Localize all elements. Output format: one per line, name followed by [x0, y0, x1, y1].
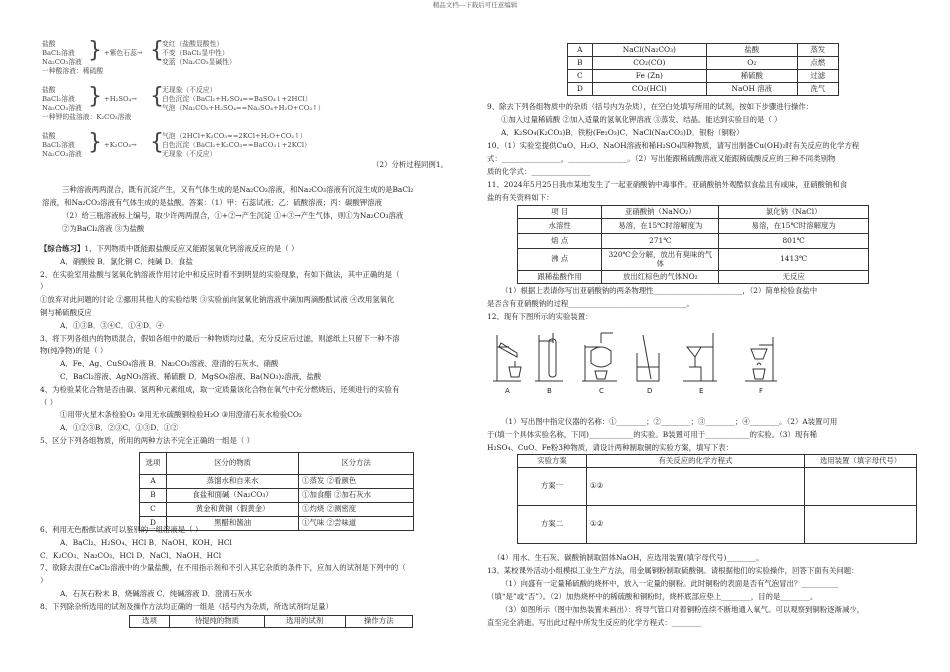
reaction-block: [42, 86, 462, 130]
block-caption: 一种钾的盐溶液：K₂CO₃溶液: [42, 113, 132, 121]
question-text: 物(纯净物)的是（ ）: [40, 346, 108, 356]
table-cell: 蒸发: [797, 44, 839, 57]
q5-table: [139, 452, 414, 531]
question-text: 4、为检验某化合物是否由碳、氢两种元素组成，取一定质量该化合物在氧气中充分燃烧后，还须进行的实验有: [40, 384, 400, 394]
question-text: 式：________________，________________。（2）写出能跟稀硫酸溶液又能跟稀硫酸反应的三种不同类别物: [487, 154, 836, 163]
table-cell: [805, 506, 917, 544]
intro-paragraph: [42, 183, 472, 235]
table-header-cell: 选用装置（填字母代号）: [805, 455, 917, 468]
reagent-label: 盐酸: [42, 132, 56, 140]
options: A．Fe、Ag、CuSO₄溶液 B．Na₂CO₃溶液、澄清的石灰水、硝酸: [60, 359, 279, 369]
options: A．K₂SO₄(K₂CO₃)B．铁粉(Fe₂O₃)C．NaCl(Na₂CO₃)D．银粉（铜粉）: [501, 128, 744, 137]
question-text: 于(填一个具体实验名称，下同)____________的实验。B装置可用于____________的实验。（3）现有稀: [487, 430, 818, 439]
question-text: （1）写出图中指定仪器的名称：①________；②________；③________；④________。（2）A装置可用: [501, 417, 838, 426]
options: ①用带火星木条检验O₂ ②用无水硫酸铜检验H₂O ③用澄清石灰水检验CO₂: [60, 410, 302, 420]
table-row: [568, 83, 839, 96]
question-text: 10、（1）实验室提供CuO、H₂O、NaOH溶液和稀H₂SO₄四种物质，请写出制备Cu(OH)₂时有关反应的化学方程: [487, 141, 860, 150]
question-text: 质的化学式：________________: [487, 167, 591, 176]
q8-options-table: [567, 43, 839, 96]
result-text: 气泡（2HCl+K₂CO₃==2KCl+H₂O+CO₂↑）: [162, 132, 307, 140]
question-text: （填“是”或“否”）。（2）加热烧杯中的稀硫酸和铜粉时，烧杯底部应垫上________，目的是________。: [487, 592, 818, 601]
reaction-blocks: [42, 40, 472, 170]
question-text: ）: [40, 282, 48, 292]
table-header-row: [518, 206, 869, 219]
table-cell: 食盐和面碱（Na₂CO₃）: [167, 489, 299, 503]
right-text-1: [487, 100, 922, 204]
question-text: ①加入过量稀硫酸 ②加入适量的氢氧化钾溶液 ③蒸发、结晶。能达到实验目的是（ ）: [501, 115, 782, 124]
nitrite-table: [517, 205, 869, 284]
question-text: 是否含有亚硝酸钠的过程________________________________。: [487, 299, 694, 308]
result-text: 变红（盐酸显酸性）: [162, 40, 224, 48]
question-text: 12、现有下图所示的实验装置：: [487, 312, 593, 321]
analysis-note: （2）分析过程同例1。: [372, 160, 448, 169]
table-cell: 方案一: [518, 468, 587, 506]
apparatus-d-drawing: [637, 335, 659, 381]
question-text: 8、下列除杂所选用的试剂及操作方法均正确的一组是（括号内为杂质，所选试剂均足量）: [40, 601, 333, 611]
apparatus-label: E: [699, 387, 704, 395]
intro-line: 溶液，和Na₂CO₃溶液有气体生成的是盐酸。答案：（1）甲：石蕊试液；乙：硫酸溶液；丙：碳酸钾溶液: [42, 198, 382, 207]
table-cell: C: [568, 70, 593, 83]
table-header-cell: 项 目: [518, 206, 602, 219]
result-text: 不变（BaCl₂显中性）: [162, 49, 229, 57]
question-text: 铜与稀硫酸反应: [40, 307, 92, 317]
reagent-label: Na₂CO₃溶液: [42, 104, 82, 112]
table-header-row: [518, 455, 917, 468]
reagent-label: Na₂CO₃溶液: [42, 58, 82, 66]
apparatus-a-drawing: [493, 335, 521, 381]
result-text: 变蓝（Na₂CO₃显碱性）: [162, 58, 236, 66]
question-text: H₂SO₄、CuO、Fe粉3种物质，请设计两种制取铜的实验方案，填写下表：: [487, 443, 733, 452]
section-title: 【综合练习】: [40, 244, 85, 253]
page-header: 精品文档---下载后可任意编辑: [432, 1, 518, 9]
q8-table: [129, 615, 413, 628]
table-cell: ①蒸发 ②看颜色: [299, 475, 414, 489]
right-text-4: [487, 551, 927, 629]
added-reagent: +K₂CO₃→: [104, 141, 137, 149]
left-brace-icon: {: [150, 130, 164, 155]
table-cell: B: [140, 489, 167, 503]
table-cell: ①②: [587, 468, 805, 506]
left-brace-icon: {: [150, 84, 164, 109]
table-row: [518, 219, 869, 234]
left-column: [40, 38, 472, 626]
table-header-cell: 待提纯的物质: [170, 616, 265, 628]
question-text: 6、利用无色酚酞试液可以鉴别的一组溶液是（ ）: [40, 525, 203, 534]
block-caption: 一种酸溶液：稀硫酸: [42, 67, 104, 75]
table-cell: 蒸馏水和自来水: [167, 475, 299, 489]
apparatus-label: B: [547, 387, 552, 395]
apparatus-label: A: [505, 387, 510, 395]
question-text: 2、在实验室用盐酸与氢氧化钠溶液作用讨论中和反应时看不到明显的实验现象，有如下做法，其中正确的是（: [40, 269, 400, 279]
options: A．石灰石粉末 B．烧碱溶液 C．纯碱溶液 D．澄清石灰水: [60, 588, 252, 598]
table-cell: 无反应: [719, 271, 869, 284]
apparatus-c-drawing: [582, 333, 617, 381]
question-text: 3、将下列各组内的物质混合，假如各组中的最后一种物质均过量，充分反应后过滤，则滤纸上只留下一种不溶: [40, 333, 400, 343]
table-row: [518, 468, 917, 506]
table-cell: 稀硫酸: [707, 70, 797, 83]
table-cell: 放出红棕色的气体NO₂: [602, 271, 719, 284]
table-cell: NaCl(Na₂CO₃): [592, 44, 706, 57]
right-brace-icon: }: [88, 130, 102, 155]
intro-line: ②为BaCl₂溶液 ③为盐酸: [62, 224, 145, 233]
options: A．硝酸铵 B．氯化铜 C．纯碱 D．食盐: [60, 256, 193, 266]
result-text: 无现象（不反应）: [162, 86, 217, 94]
table-cell: NaOH 溶液: [707, 83, 797, 96]
table-header-cell: 选项: [140, 453, 167, 475]
table-cell: CO₂(CO): [592, 57, 706, 70]
question-text: ）: [40, 576, 48, 586]
table-header-row: [130, 616, 413, 628]
table-row: [518, 506, 917, 544]
options: C．BaCl₂溶液、AgNO₃溶液、稀硫酸 D．MgSO₄溶液、Ba(NO₃)₂溶液、盐酸: [60, 371, 322, 381]
table-cell: 方案二: [518, 506, 587, 544]
question-text: 5、区分下列各组物质，所用的两种方法不完全正确的一组是（ ）: [40, 435, 254, 445]
table-header-cell: 实验方案: [518, 455, 587, 468]
table-cell: Fe (Zn): [592, 70, 706, 83]
table-cell: 801℃: [719, 234, 869, 249]
reagent-label: 盐酸: [42, 86, 56, 94]
table-cell: 盐酸: [707, 44, 797, 57]
right-text-2: [487, 284, 922, 323]
table-header-cell: 选项: [130, 616, 170, 628]
apparatus-figure: [487, 323, 787, 395]
exercise-list-2: [40, 524, 480, 614]
question-text: 11、2024年5月25日我市某地发生了一起亚硝酸钠中毒事件。亚硝酸钠外观酷似食盐且有咸味，亚硝酸钠和食: [487, 180, 848, 189]
left-brace-icon: {: [150, 38, 164, 63]
table-header-cell: 有关反应的化学方程式: [587, 455, 805, 468]
table-header-cell: 氯化钠（NaCl）: [719, 206, 869, 219]
table-row: [568, 57, 839, 70]
table-cell: A: [140, 475, 167, 489]
result-text: 白色沉淀（BaCl₂+H₂SO₄==BaSO₄↓+2HCl）: [162, 95, 312, 103]
table-cell: ①气味 ②尝味道: [299, 517, 414, 531]
right-brace-icon: }: [88, 84, 102, 109]
table-cell: D: [568, 83, 593, 96]
table-header-cell: 操作方法: [345, 616, 412, 628]
reagent-label: BaCl₂溶液: [42, 95, 75, 103]
table-cell: B: [568, 57, 593, 70]
right-text-3: [487, 415, 922, 454]
apparatus-label: D: [647, 387, 653, 395]
question-text: 1、下列物质中既能跟盐酸反应又能跟氢氧化钙溶液反应的是（ ）: [84, 244, 299, 253]
table-cell: ①②: [587, 506, 805, 544]
question-text: （3）如图所示（图中加热装置未画出）：将导气管口对着铜粉连续不断地通入氧气。可以观察到铜粉逐渐减少，: [501, 605, 865, 614]
table-row: [518, 249, 869, 271]
table-cell: 过滤: [797, 70, 839, 83]
added-reagent: +H₂SO₄→: [104, 95, 137, 103]
table-cell: D: [140, 517, 167, 531]
apparatus-label: F: [759, 387, 764, 395]
apparatus-f-drawing: [745, 337, 777, 381]
options: A．①③B．③④C．①④D．④: [60, 320, 164, 330]
reagent-label: Na₂CO₃溶液: [42, 150, 82, 158]
added-reagent: +紫色石蕊→: [104, 49, 143, 57]
table-cell: 1413℃: [719, 249, 869, 271]
reagent-label: BaCl₂溶液: [42, 49, 75, 57]
table-cell: 271℃: [602, 234, 719, 249]
plan-table: [517, 454, 917, 544]
table-row: [568, 70, 839, 83]
question-text: ①放弃对此问题的讨论 ②挪用其他人的实验结果 ③实验前向氢氧化钠溶液中滴加两滴酚酞试液 ④改用氢氧化: [40, 295, 395, 305]
table-row: [518, 234, 869, 249]
table-cell: 320℃会分解，放出有臭味的气体: [602, 249, 719, 271]
question-text: （4）用水、生石灰、碳酸钠制取固体NaOH，应选用装置(填字母代号)________。: [493, 553, 764, 562]
result-text: 气泡（Na₂CO₃+H₂SO₄==Na₂SO₄+H₂O+CO₂↑）: [162, 104, 325, 112]
table-cell: 易溶，在15℃时溶解度为: [719, 219, 869, 234]
table-cell: 黄金和黄铜（假黄金）: [167, 503, 299, 517]
table-cell: 水溶性: [518, 219, 602, 234]
apparatus-b-drawing: [535, 333, 563, 381]
question-text: 直至完全消逝。写出此过程中所发生反应的化学方程式：________: [487, 618, 702, 627]
result-text: 无现象（不反应）: [162, 150, 217, 158]
table-cell: 跟稀盐酸作用: [518, 271, 602, 284]
table-cell: C: [140, 503, 167, 517]
reaction-block: [42, 40, 462, 84]
options: C．K₂CO₃、Na₂CO₃、HCl D．NaCl、NaOH、HCl: [40, 550, 222, 560]
intro-line: 三种溶液两两混合，既有沉淀产生，又有气体生成的是Na₂CO₃溶液，和Na₂CO₃溶液有沉淀生成的是BaCl₂: [62, 185, 414, 194]
table-header-cell: 区分的物质: [167, 453, 299, 475]
table-header-cell: 亚硝酸钠（NaNO₂）: [602, 206, 719, 219]
options: A．①②③B．②③C．①③D．①②: [60, 423, 179, 433]
question-text: 7、欲除去混在CaCl₂溶液中的少量盐酸，在不用指示剂和不引入其它杂质的条件下，应加入的试剂是下列中的（: [40, 563, 406, 573]
reagent-label: 盐酸: [42, 40, 56, 48]
table-header-cell: 选用的试剂: [264, 616, 345, 628]
question-text: 13、某校课外活动小组模拟工业生产方法，用金属铜粉制取硫酸铜。请根据他们的实验操作，回答下面有关问题：: [487, 566, 859, 575]
table-row: [518, 271, 869, 284]
table-cell: ①灼烧 ②测密度: [299, 503, 414, 517]
question-text: （1）根据上表请你写出亚硝酸钠的两条物理性________________________，（2）简单检验食盐中: [501, 286, 818, 295]
exercise-list: [40, 243, 480, 448]
reagent-label: BaCl₂溶液: [42, 141, 75, 149]
table-cell: 沸 点: [518, 249, 602, 271]
table-row: [568, 44, 839, 57]
options: A．BaCl₂、H₂SO₄、HCl B．NaOH、KOH、HCl: [60, 537, 232, 547]
question-text: （ ）: [40, 397, 58, 407]
table-cell: 洗气: [797, 83, 839, 96]
right-brace-icon: }: [88, 38, 102, 63]
table-cell: 易溶，在15℃时溶解度为: [602, 219, 719, 234]
table-cell: O₂: [707, 57, 797, 70]
question-text: 盐的有关资料如下：: [487, 193, 554, 202]
table-cell: 黑醋和酱油: [167, 517, 299, 531]
intro-line: （2）给三瓶溶液标上编号，取少许两两混合，①+②→产生沉淀 ①+③→产生气体，则①为Na₂CO₃溶液: [62, 211, 404, 220]
question-text: 9、除去下列各组物质中的杂质（括号内为杂质），在空白处填写所用的试剂，按如下步骤进行操作：: [487, 102, 814, 111]
apparatus-label: C: [599, 387, 604, 395]
table-row: [140, 475, 414, 489]
table-header-row: [140, 453, 414, 475]
question-text: （1）向盛有一定量稀硫酸的烧杯中，放入一定量的铜粉。此时铜粉的表面是否有气泡冒出？__________: [501, 579, 839, 588]
table-cell: A: [568, 44, 593, 57]
apparatus-e-drawing: [683, 333, 717, 381]
table-cell: ①加食醋 ②加石灰水: [299, 489, 414, 503]
table-row: [140, 489, 414, 503]
table-cell: 点燃: [797, 57, 839, 70]
table-row: [140, 503, 414, 517]
table-cell: 熔 点: [518, 234, 602, 249]
table-header-cell: 区分方法: [299, 453, 414, 475]
table-cell: CO₂(HCl): [592, 83, 706, 96]
result-text: 白色沉淀（BaCl₂+K₂CO₃==BaCO₃↓+2KCl）: [162, 141, 311, 149]
table-cell: [805, 468, 917, 506]
